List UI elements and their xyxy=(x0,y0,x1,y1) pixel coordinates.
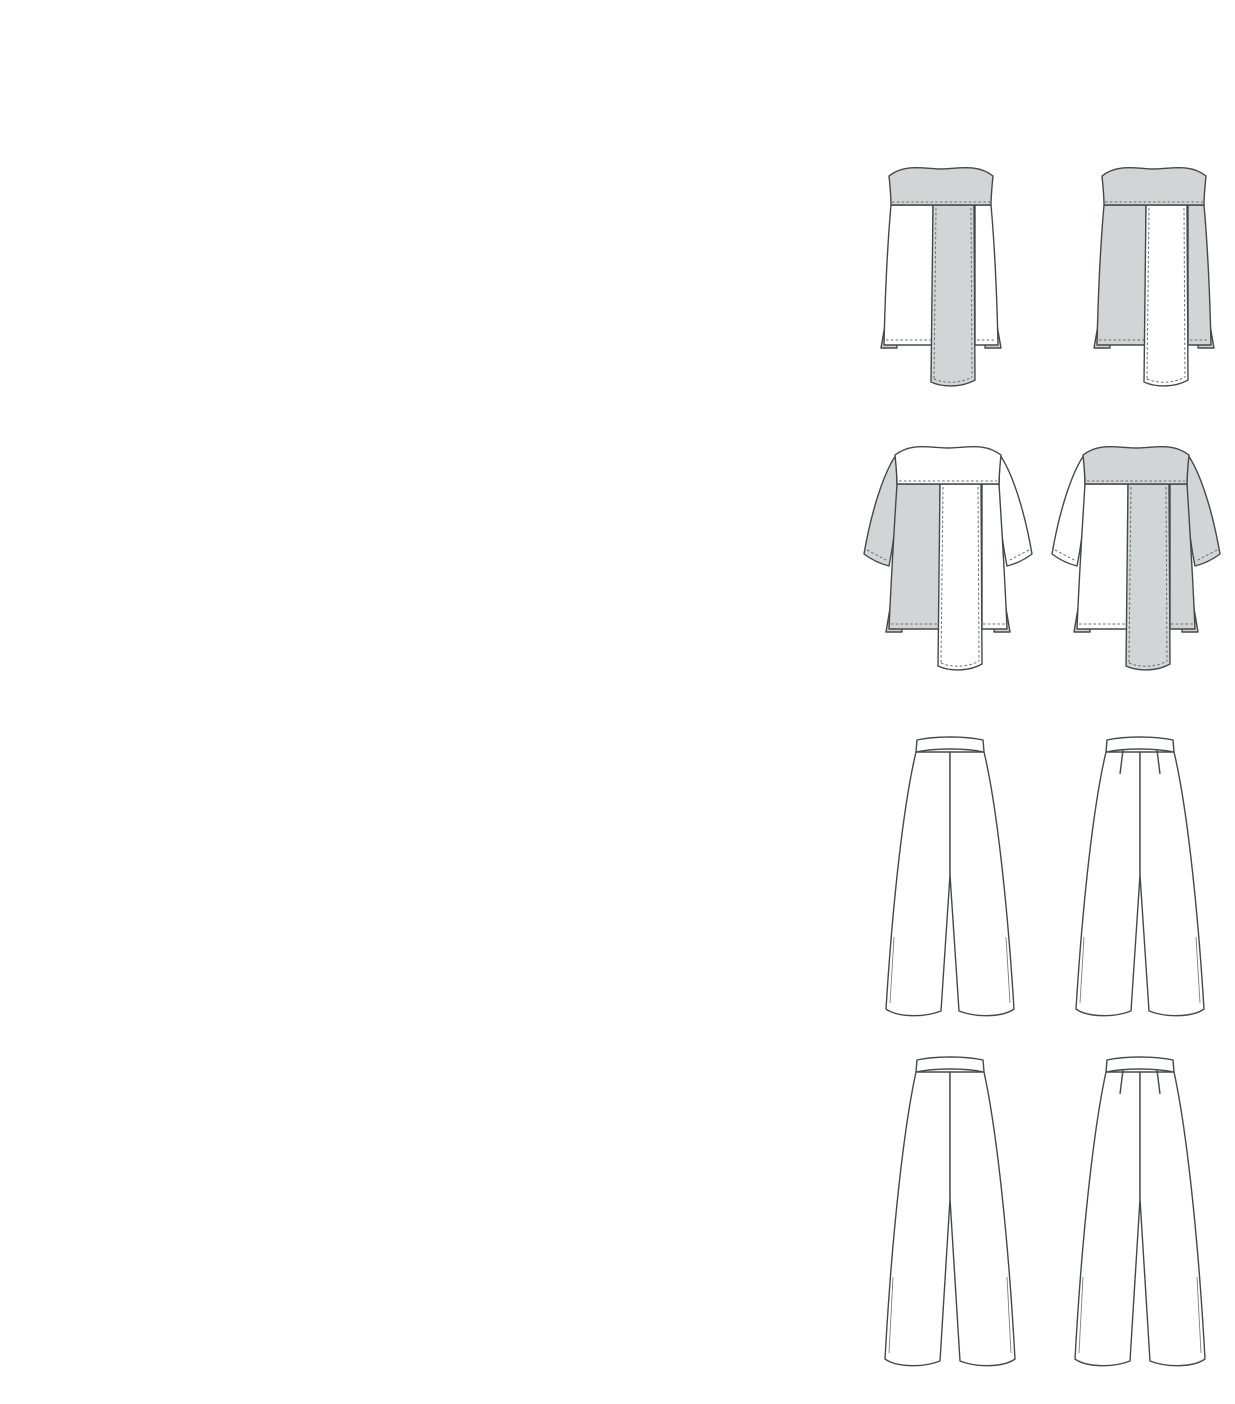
figure-group-tunic-a xyxy=(880,150,1215,397)
tunic-b-front xyxy=(862,428,1034,685)
pants-c-front-drawing xyxy=(880,727,1020,1025)
left-column xyxy=(25,10,731,32)
tunic-a-back xyxy=(1093,150,1215,397)
figure-group-pants-c xyxy=(880,722,1210,1025)
tunic-a-back-drawing xyxy=(1093,155,1215,397)
figure-group-pants-d xyxy=(880,1042,1210,1377)
tunic-a-front-drawing xyxy=(880,155,1002,397)
pants-c-back-drawing xyxy=(1070,727,1210,1025)
tunic-a-front xyxy=(880,150,1002,397)
tunic-b-back xyxy=(1050,428,1222,685)
pants-d-back xyxy=(1070,1042,1210,1377)
pants-d-front xyxy=(880,1042,1020,1377)
tunic-b-back-drawing xyxy=(1050,433,1222,685)
tunic-b-front-drawing xyxy=(862,433,1034,685)
pants-d-back-drawing xyxy=(1070,1047,1210,1377)
figure-group-tunic-b xyxy=(862,428,1222,685)
pants-c-front xyxy=(880,722,1020,1025)
pants-c-back xyxy=(1070,722,1210,1025)
pants-d-front-drawing xyxy=(880,1047,1020,1377)
